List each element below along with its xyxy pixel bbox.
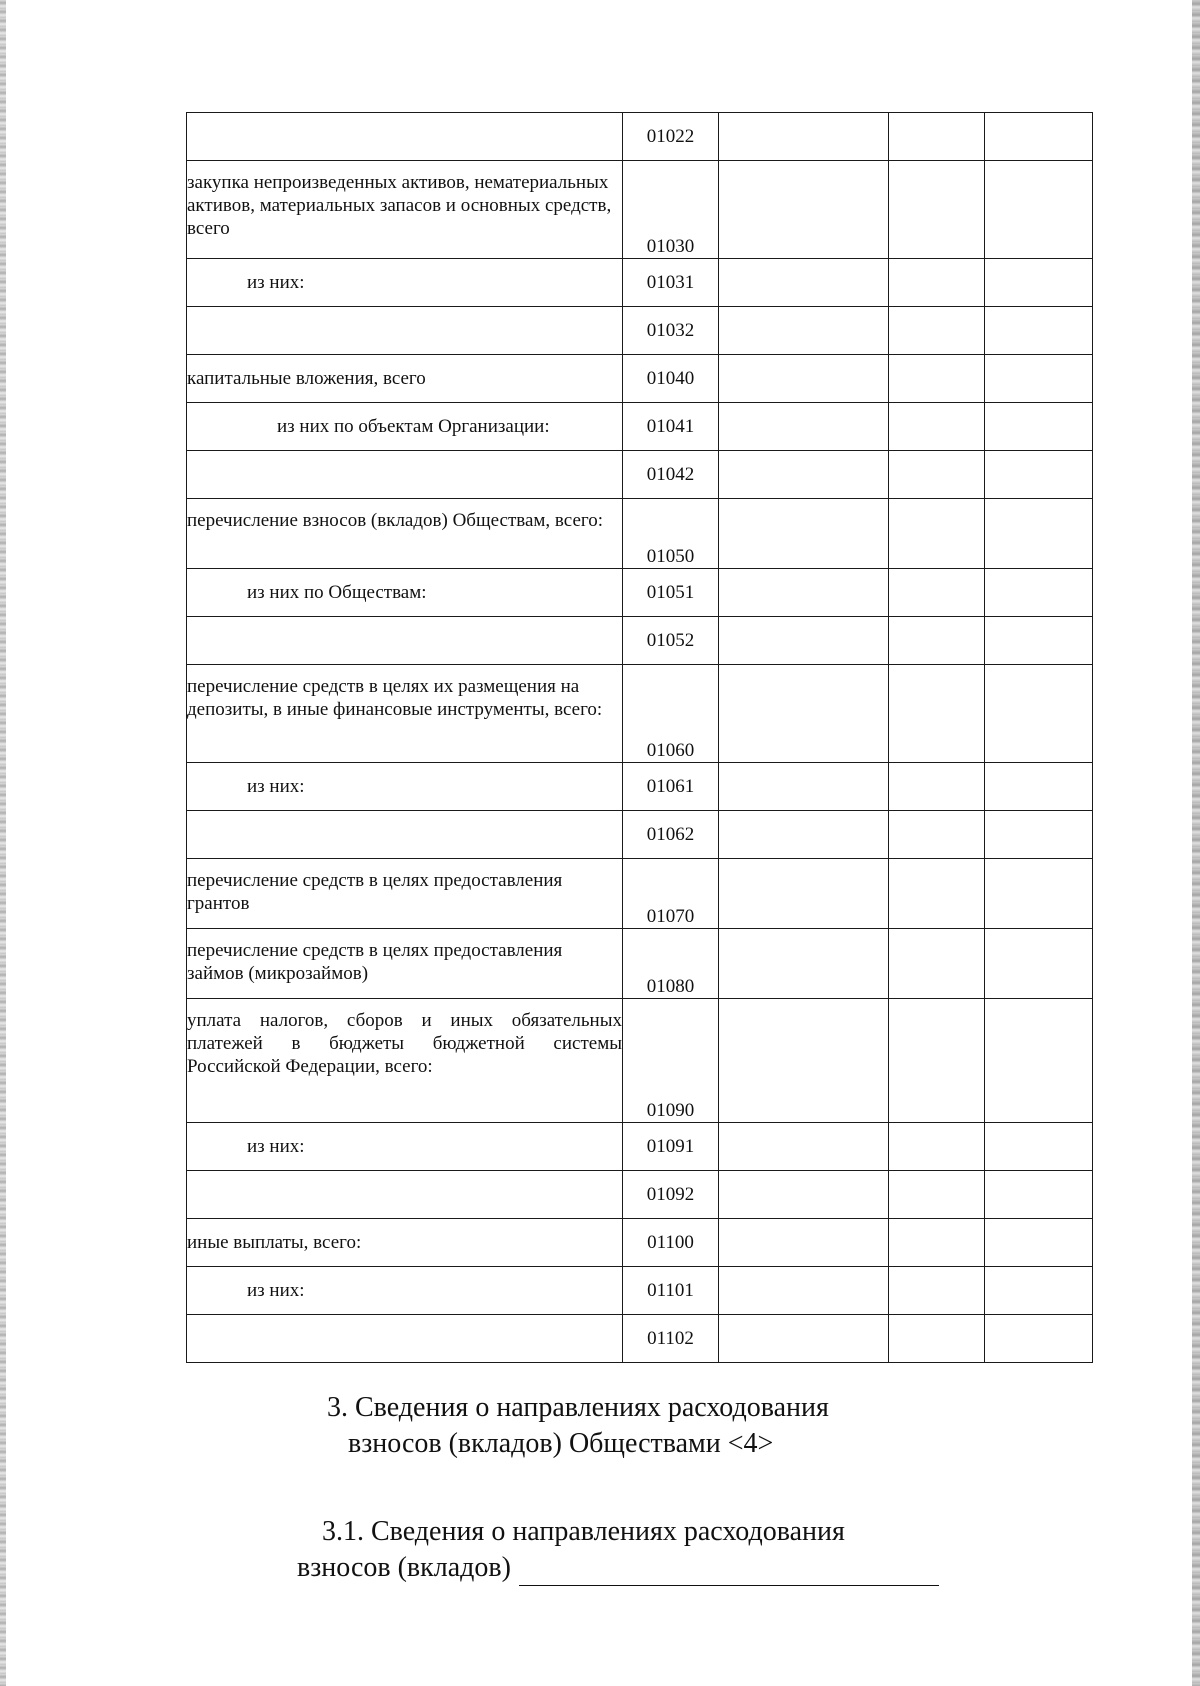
value-cell-c[interactable] — [985, 1219, 1093, 1267]
row-code: 01090 — [623, 999, 719, 1123]
row-label: капитальные вложения, всего — [187, 355, 623, 403]
table-row — [187, 763, 1093, 811]
value-cell-a[interactable] — [719, 451, 889, 499]
table-row — [187, 859, 1093, 929]
table-row — [187, 1315, 1093, 1363]
value-cell-a[interactable] — [719, 617, 889, 665]
section-3-title-line2: взносов (вкладов) Обществами <4> — [348, 1428, 774, 1459]
row-label: перечисление средств в целях предоставления грантов — [187, 859, 623, 929]
row-label: перечисление взносов (вкладов) Обществам, всего: — [187, 499, 623, 569]
section-3-1-title-line1: 3.1. Сведения о направлениях расходования — [322, 1516, 845, 1547]
value-cell-c[interactable] — [985, 113, 1093, 161]
row-label: уплата налогов, сборов и иных обязательных платежей в бюджеты бюджетной системы Российской Федерации, всего: — [187, 999, 623, 1123]
value-cell-a[interactable] — [719, 355, 889, 403]
row-code: 01031 — [623, 259, 719, 307]
value-cell-b[interactable] — [889, 499, 985, 569]
table-row — [187, 355, 1093, 403]
value-cell-b[interactable] — [889, 259, 985, 307]
value-cell-b[interactable] — [889, 569, 985, 617]
table-row — [187, 929, 1093, 999]
row-code: 01061 — [623, 763, 719, 811]
value-cell-c[interactable] — [985, 1123, 1093, 1171]
value-cell-b[interactable] — [889, 1171, 985, 1219]
row-code: 01051 — [623, 569, 719, 617]
value-cell-c[interactable] — [985, 665, 1093, 763]
value-cell-a[interactable] — [719, 859, 889, 929]
row-label — [187, 1315, 623, 1363]
value-cell-a[interactable] — [719, 1219, 889, 1267]
table-row — [187, 665, 1093, 763]
value-cell-b[interactable] — [889, 1267, 985, 1315]
value-cell-c[interactable] — [985, 569, 1093, 617]
value-cell-c[interactable] — [985, 307, 1093, 355]
table-row — [187, 403, 1093, 451]
row-code: 01092 — [623, 1171, 719, 1219]
value-cell-b[interactable] — [889, 929, 985, 999]
scan-edge-right — [1192, 0, 1200, 1686]
scan-edge-left — [0, 0, 6, 1686]
table-row — [187, 1171, 1093, 1219]
table-row — [187, 259, 1093, 307]
row-code: 01070 — [623, 859, 719, 929]
value-cell-c[interactable] — [985, 999, 1093, 1123]
value-cell-a[interactable] — [719, 161, 889, 259]
table-row — [187, 1219, 1093, 1267]
row-label — [187, 451, 623, 499]
row-code: 01102 — [623, 1315, 719, 1363]
row-code: 01022 — [623, 113, 719, 161]
row-code: 01060 — [623, 665, 719, 763]
value-cell-b[interactable] — [889, 161, 985, 259]
value-cell-c[interactable] — [985, 1171, 1093, 1219]
table-row — [187, 569, 1093, 617]
value-cell-b[interactable] — [889, 1219, 985, 1267]
contribution-recipient-blank[interactable] — [519, 1557, 939, 1586]
value-cell-c[interactable] — [985, 161, 1093, 259]
row-label: из них: — [187, 259, 623, 307]
row-code: 01030 — [623, 161, 719, 259]
row-code: 01100 — [623, 1219, 719, 1267]
row-label: иные выплаты, всего: — [187, 1219, 623, 1267]
row-code: 01080 — [623, 929, 719, 999]
row-label: перечисление средств в целях их размещения на депозиты, в иные финансовые инструменты, всего: — [187, 665, 623, 763]
value-cell-a[interactable] — [719, 929, 889, 999]
value-cell-b[interactable] — [889, 451, 985, 499]
value-cell-b[interactable] — [889, 113, 985, 161]
table-row — [187, 617, 1093, 665]
row-label: из них по Обществам: — [187, 569, 623, 617]
value-cell-a[interactable] — [719, 999, 889, 1123]
value-cell-a[interactable] — [719, 763, 889, 811]
row-label — [187, 113, 623, 161]
value-cell-c[interactable] — [985, 355, 1093, 403]
table-row — [187, 113, 1093, 161]
value-cell-a[interactable] — [719, 1267, 889, 1315]
row-label: закупка непроизведенных активов, нематериальных активов, материальных запасов и основных средств, всего — [187, 161, 623, 259]
value-cell-a[interactable] — [719, 113, 889, 161]
value-cell-b[interactable] — [889, 403, 985, 451]
value-cell-c[interactable] — [985, 929, 1093, 999]
value-cell-b[interactable] — [889, 1315, 985, 1363]
table-row — [187, 999, 1093, 1123]
value-cell-c[interactable] — [985, 859, 1093, 929]
row-code: 01032 — [623, 307, 719, 355]
row-label: из них: — [187, 1267, 623, 1315]
section-3-1-title-line2 — [297, 1550, 939, 1586]
row-code: 01052 — [623, 617, 719, 665]
value-cell-a[interactable] — [719, 1315, 889, 1363]
row-label: из них по объектам Организации: — [187, 403, 623, 451]
row-code: 01050 — [623, 499, 719, 569]
value-cell-c[interactable] — [985, 499, 1093, 569]
table-row — [187, 499, 1093, 569]
value-cell-c[interactable] — [985, 617, 1093, 665]
row-label — [187, 1171, 623, 1219]
value-cell-c[interactable] — [985, 763, 1093, 811]
value-cell-a[interactable] — [719, 307, 889, 355]
value-cell-c[interactable] — [985, 811, 1093, 859]
expense-table — [186, 112, 1093, 1363]
row-code: 01091 — [623, 1123, 719, 1171]
expense-table-body — [187, 113, 1093, 1363]
row-code: 01101 — [623, 1267, 719, 1315]
value-cell-b[interactable] — [889, 617, 985, 665]
row-label: из них: — [187, 1123, 623, 1171]
table-row — [187, 451, 1093, 499]
row-label: из них: — [187, 763, 623, 811]
section-3-1-title-text: взносов (вкладов) — [297, 1552, 511, 1583]
value-cell-c[interactable] — [985, 451, 1093, 499]
row-code: 01042 — [623, 451, 719, 499]
value-cell-a[interactable] — [719, 259, 889, 307]
row-code: 01062 — [623, 811, 719, 859]
value-cell-a[interactable] — [719, 569, 889, 617]
row-label — [187, 307, 623, 355]
table-row — [187, 811, 1093, 859]
row-label: перечисление средств в целях предоставления займов (микрозаймов) — [187, 929, 623, 999]
value-cell-c[interactable] — [985, 1267, 1093, 1315]
value-cell-b[interactable] — [889, 999, 985, 1123]
value-cell-b[interactable] — [889, 307, 985, 355]
value-cell-b[interactable] — [889, 763, 985, 811]
value-cell-a[interactable] — [719, 1123, 889, 1171]
value-cell-b[interactable] — [889, 811, 985, 859]
table-row — [187, 307, 1093, 355]
value-cell-a[interactable] — [719, 665, 889, 763]
table-row — [187, 161, 1093, 259]
row-label — [187, 811, 623, 859]
value-cell-c[interactable] — [985, 1315, 1093, 1363]
table-row — [187, 1267, 1093, 1315]
value-cell-c[interactable] — [985, 403, 1093, 451]
value-cell-a[interactable] — [719, 499, 889, 569]
value-cell-a[interactable] — [719, 811, 889, 859]
value-cell-b[interactable] — [889, 859, 985, 929]
value-cell-b[interactable] — [889, 665, 985, 763]
section-3-title-line1: 3. Сведения о направлениях расходования — [327, 1392, 829, 1423]
row-label — [187, 617, 623, 665]
value-cell-c[interactable] — [985, 259, 1093, 307]
table-row — [187, 1123, 1093, 1171]
value-cell-a[interactable] — [719, 1171, 889, 1219]
row-code: 01040 — [623, 355, 719, 403]
value-cell-a[interactable] — [719, 403, 889, 451]
row-code: 01041 — [623, 403, 719, 451]
value-cell-b[interactable] — [889, 1123, 985, 1171]
value-cell-b[interactable] — [889, 355, 985, 403]
